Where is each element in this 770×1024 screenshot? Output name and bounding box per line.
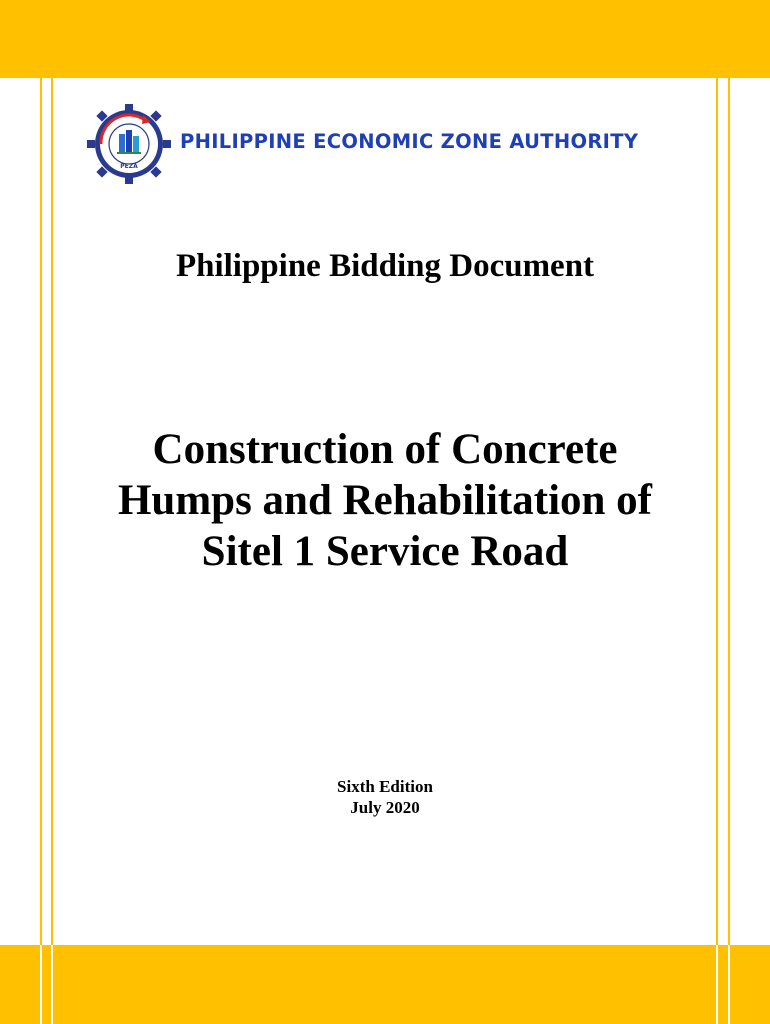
title-line: Sitel 1 Service Road <box>201 528 569 575</box>
document-title <box>60 424 710 577</box>
bottom-band-divider <box>51 945 53 1024</box>
bottom-band-divider <box>728 945 730 1024</box>
top-gold-band <box>0 0 770 78</box>
logo-abbr: PEZA <box>120 163 138 170</box>
bottom-band-divider <box>716 945 718 1024</box>
title-line: Humps and Rehabilitation of <box>117 477 653 524</box>
title-line: Construction of Concrete <box>152 426 618 473</box>
org-name: PHILIPPINE ECONOMIC ZONE AUTHORITY <box>180 130 639 153</box>
document-type: Philippine Bidding Document <box>175 248 595 284</box>
bottom-gold-band <box>0 945 770 1024</box>
peza-logo <box>85 104 173 184</box>
edition-block <box>0 776 770 818</box>
bottom-band-divider <box>40 945 42 1024</box>
edition-date: July 2020 <box>350 798 420 817</box>
edition-label: Sixth Edition <box>337 777 433 796</box>
